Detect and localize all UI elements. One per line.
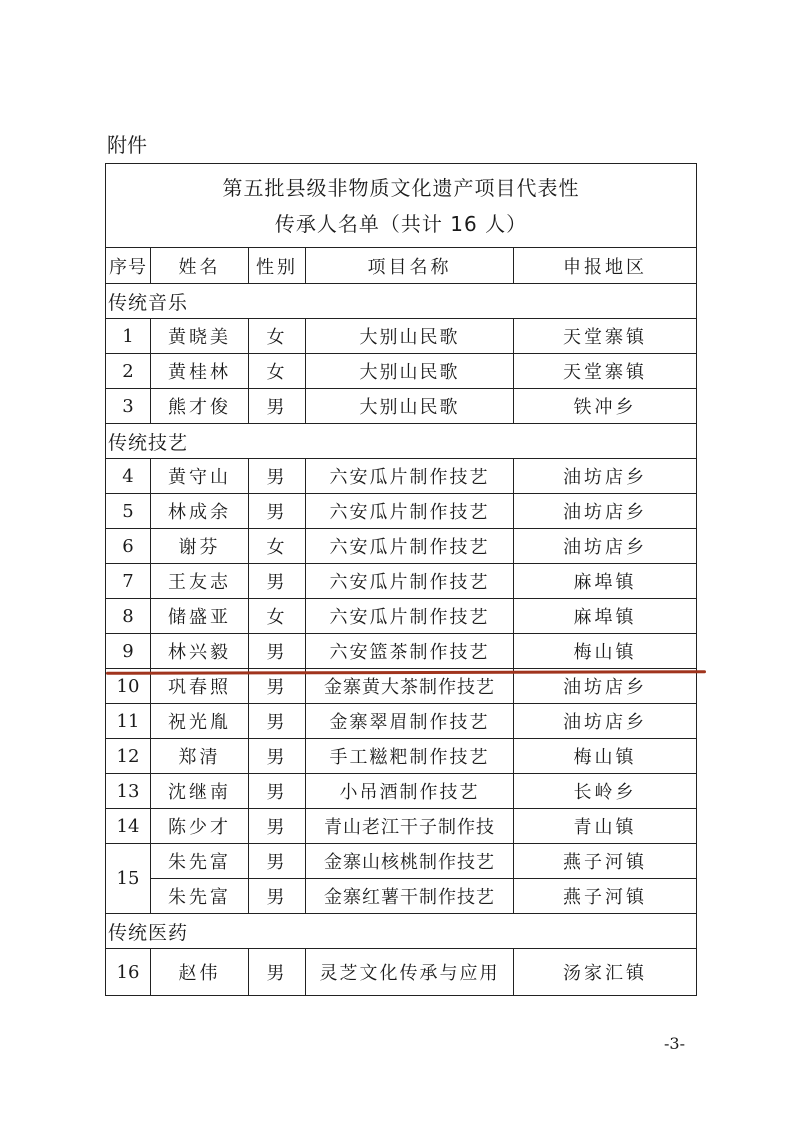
table-row <box>106 564 697 599</box>
cell-region: 天堂寨镇 <box>514 319 697 354</box>
cell-index: 14 <box>106 809 151 844</box>
cell-region: 梅山镇 <box>514 634 697 669</box>
cell-name: 陈少才 <box>151 809 249 844</box>
cell-index: 15 <box>106 844 151 914</box>
table-row <box>106 354 697 389</box>
table-row <box>106 529 697 564</box>
table-title <box>106 164 697 248</box>
table-row <box>106 494 697 529</box>
cell-index: 11 <box>106 704 151 739</box>
cell-gender: 男 <box>249 634 306 669</box>
cell-region: 麻埠镇 <box>514 564 697 599</box>
cell-project: 手工糍粑制作技艺 <box>306 739 514 774</box>
cell-region: 长岭乡 <box>514 774 697 809</box>
cell-gender: 女 <box>249 529 306 564</box>
header-name: 姓名 <box>151 248 249 284</box>
cell-region: 油坊店乡 <box>514 459 697 494</box>
cell-project: 六安瓜片制作技艺 <box>306 599 514 634</box>
cell-region: 梅山镇 <box>514 739 697 774</box>
category-music: 传统音乐 <box>106 284 697 319</box>
cell-gender: 男 <box>249 774 306 809</box>
cell-index: 8 <box>106 599 151 634</box>
category-row <box>106 914 697 949</box>
cell-gender: 男 <box>249 739 306 774</box>
cell-gender: 女 <box>249 354 306 389</box>
cell-project: 六安篮茶制作技艺 <box>306 634 514 669</box>
cell-name: 林兴毅 <box>151 634 249 669</box>
cell-project: 小吊酒制作技艺 <box>306 774 514 809</box>
cell-project: 大别山民歌 <box>306 319 514 354</box>
cell-project: 金寨黄大茶制作技艺 <box>306 669 514 704</box>
header-row <box>106 248 697 284</box>
category-row <box>106 284 697 319</box>
cell-region: 燕子河镇 <box>514 879 697 914</box>
table-row <box>106 809 697 844</box>
table-row <box>106 739 697 774</box>
table-row <box>106 844 697 879</box>
page-number: -3- <box>664 1034 685 1053</box>
cell-name: 谢芬 <box>151 529 249 564</box>
cell-name: 沈继南 <box>151 774 249 809</box>
cell-index: 13 <box>106 774 151 809</box>
cell-name: 朱先富 <box>151 879 249 914</box>
cell-name: 黄守山 <box>151 459 249 494</box>
cell-gender: 女 <box>249 319 306 354</box>
cell-gender: 男 <box>249 704 306 739</box>
cell-index: 12 <box>106 739 151 774</box>
cell-gender: 男 <box>249 844 306 879</box>
cell-project: 六安瓜片制作技艺 <box>306 529 514 564</box>
cell-project: 六安瓜片制作技艺 <box>306 564 514 599</box>
cell-project: 六安瓜片制作技艺 <box>306 459 514 494</box>
category-row <box>106 424 697 459</box>
cell-project: 青山老江干子制作技 <box>306 809 514 844</box>
table-row <box>106 879 697 914</box>
cell-region: 油坊店乡 <box>514 669 697 704</box>
table-row <box>106 599 697 634</box>
cell-name: 赵伟 <box>151 949 249 996</box>
cell-gender: 男 <box>249 949 306 996</box>
cell-index: 1 <box>106 319 151 354</box>
cell-gender: 男 <box>249 809 306 844</box>
cell-name: 黄桂林 <box>151 354 249 389</box>
cell-region: 燕子河镇 <box>514 844 697 879</box>
header-gender: 性别 <box>249 248 306 284</box>
table-row <box>106 774 697 809</box>
cell-name: 林成余 <box>151 494 249 529</box>
cell-index: 6 <box>106 529 151 564</box>
table-row <box>106 319 697 354</box>
cell-region: 油坊店乡 <box>514 494 697 529</box>
cell-index: 5 <box>106 494 151 529</box>
cell-gender: 男 <box>249 459 306 494</box>
title-line-1: 第五批县级非物质文化遗产项目代表性 <box>222 175 580 200</box>
cell-project: 金寨翠眉制作技艺 <box>306 704 514 739</box>
heritage-inheritors-table <box>105 163 697 996</box>
cell-gender: 男 <box>249 494 306 529</box>
table-row <box>106 459 697 494</box>
cell-name: 巩春照 <box>151 669 249 704</box>
cell-index: 7 <box>106 564 151 599</box>
cell-region: 天堂寨镇 <box>514 354 697 389</box>
cell-region: 麻埠镇 <box>514 599 697 634</box>
cell-index: 16 <box>106 949 151 996</box>
cell-index: 9 <box>106 634 151 669</box>
cell-region: 油坊店乡 <box>514 704 697 739</box>
attachment-label: 附件 <box>107 133 147 157</box>
header-index: 序号 <box>106 248 151 284</box>
cell-gender: 男 <box>249 669 306 704</box>
table-row <box>106 949 697 996</box>
table-row <box>106 704 697 739</box>
table-row <box>106 634 697 669</box>
cell-name: 祝光胤 <box>151 704 249 739</box>
cell-project: 大别山民歌 <box>306 354 514 389</box>
cell-project: 六安瓜片制作技艺 <box>306 494 514 529</box>
category-craft: 传统技艺 <box>106 424 697 459</box>
cell-gender: 男 <box>249 389 306 424</box>
cell-name: 王友志 <box>151 564 249 599</box>
cell-gender: 男 <box>249 879 306 914</box>
cell-name: 储盛亚 <box>151 599 249 634</box>
cell-name: 郑清 <box>151 739 249 774</box>
cell-region: 油坊店乡 <box>514 529 697 564</box>
cell-project: 大别山民歌 <box>306 389 514 424</box>
cell-project: 灵芝文化传承与应用 <box>306 949 514 996</box>
cell-index: 2 <box>106 354 151 389</box>
cell-region: 青山镇 <box>514 809 697 844</box>
title-line-2: 传承人名单（共计 16 人） <box>274 211 528 236</box>
cell-project: 金寨山核桃制作技艺 <box>306 844 514 879</box>
cell-gender: 男 <box>249 564 306 599</box>
cell-region: 铁冲乡 <box>514 389 697 424</box>
cell-project: 金寨红薯干制作技艺 <box>306 879 514 914</box>
header-region: 申报地区 <box>514 248 697 284</box>
cell-name: 黄晓美 <box>151 319 249 354</box>
cell-index: 4 <box>106 459 151 494</box>
cell-region: 汤家汇镇 <box>514 949 697 996</box>
cell-index: 3 <box>106 389 151 424</box>
header-project: 项目名称 <box>306 248 514 284</box>
cell-name: 朱先富 <box>151 844 249 879</box>
category-medicine: 传统医药 <box>106 914 697 949</box>
cell-gender: 女 <box>249 599 306 634</box>
table-row <box>106 389 697 424</box>
cell-name: 熊才俊 <box>151 389 249 424</box>
cell-index: 10 <box>106 669 151 704</box>
